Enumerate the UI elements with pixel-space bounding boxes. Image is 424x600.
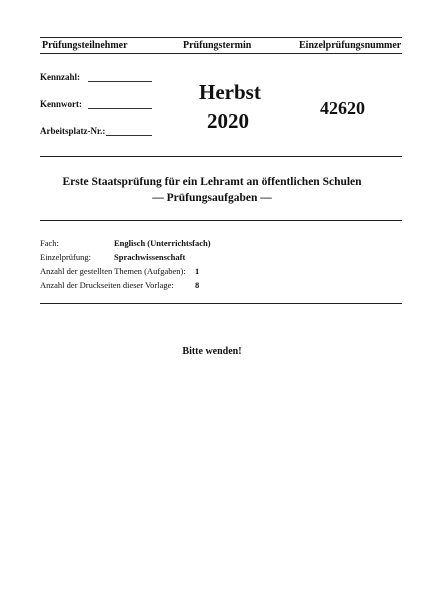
arbeitsplatz-label: Arbeitsplatz-Nr.: (40, 126, 106, 136)
themen-label: Anzahl der gestellten Themen (Aufgaben): (40, 266, 186, 276)
seiten-value: 8 (195, 280, 200, 290)
exam-number: 42620 (320, 98, 365, 118)
term-season: Herbst (199, 80, 261, 104)
kennzahl-label: Kennzahl: (40, 72, 81, 82)
themen-value: 1 (195, 266, 200, 276)
section-rule-1 (40, 156, 402, 157)
term-year: 2020 (207, 109, 249, 133)
kennwort-blank (88, 108, 152, 109)
arbeitsplatz-blank (106, 135, 152, 136)
turn-page-note: Bitte wenden! (182, 346, 242, 357)
exam-subtitle: — Prüfungsaufgaben — (152, 192, 272, 204)
fach-label: Fach: (40, 238, 59, 248)
header-participant: Prüfungsteilnehmer (42, 40, 128, 51)
section-rule-2 (40, 220, 402, 221)
einzelpruefung-label: Einzelprüfung: (40, 252, 91, 262)
top-rule (40, 37, 402, 38)
section-rule-3 (40, 303, 402, 304)
header-rule (40, 53, 402, 54)
seiten-label: Anzahl der Druckseiten dieser Vorlage: (40, 280, 174, 290)
fach-value: Englisch (Unterrichtsfach) (114, 238, 211, 248)
einzelpruefung-value: Sprachwissenschaft (114, 252, 186, 262)
kennzahl-blank (88, 81, 152, 82)
header-exam-date: Prüfungstermin (183, 40, 252, 51)
exam-title: Erste Staatsprüfung für ein Lehramt an öffentlichen Schulen (62, 176, 362, 188)
kennwort-label: Kennwort: (40, 99, 82, 109)
header-exam-number: Einzelprüfungsnummer (299, 40, 402, 51)
